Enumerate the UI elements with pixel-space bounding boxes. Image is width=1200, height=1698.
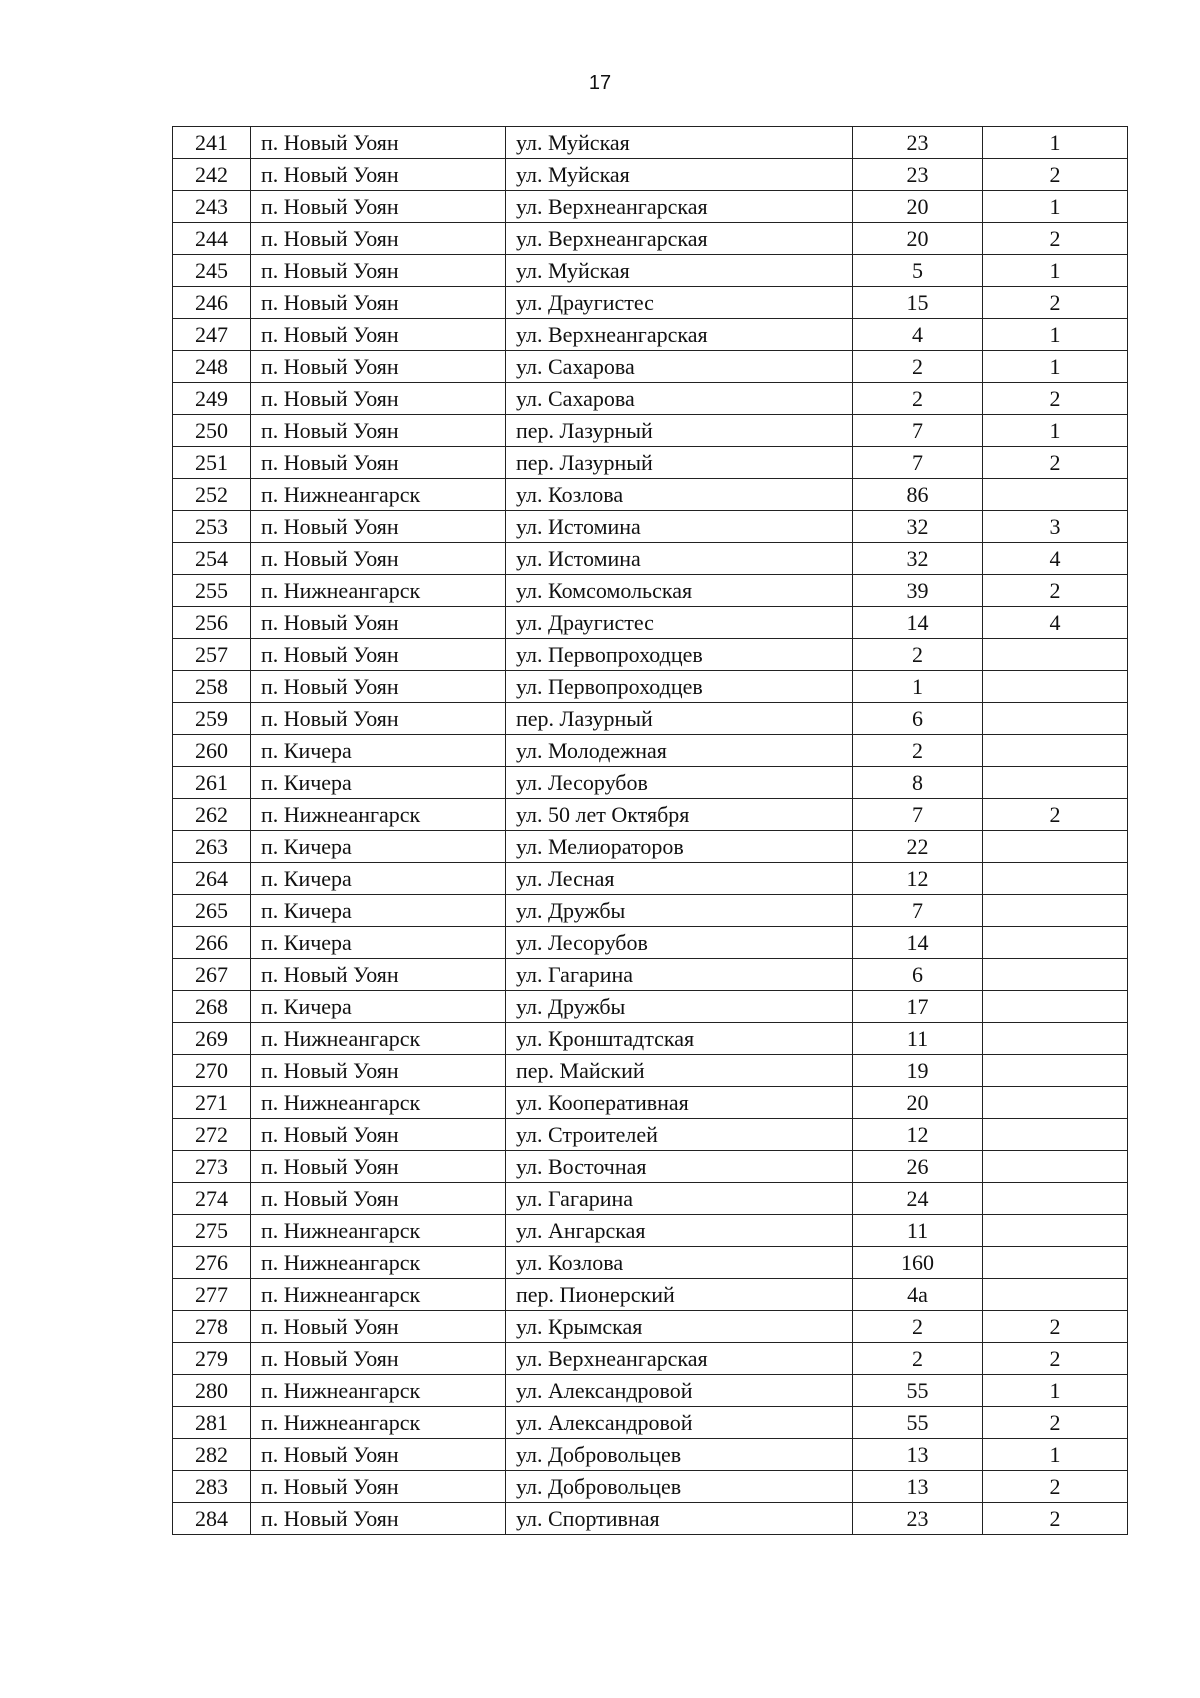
row-number-cell: 262 — [173, 799, 251, 831]
address-table — [172, 126, 1128, 1535]
street-cell: ул. Козлова — [506, 479, 853, 511]
apartment-number-cell — [983, 639, 1128, 671]
street-cell: ул. Ангарская — [506, 1215, 853, 1247]
locality-cell: п. Нижнеангарск — [251, 1279, 506, 1311]
locality-cell: п. Новый Уоян — [251, 287, 506, 319]
table-row — [173, 1471, 1128, 1503]
street-cell: ул. Истомина — [506, 511, 853, 543]
apartment-number-cell — [983, 1247, 1128, 1279]
table-row — [173, 223, 1128, 255]
locality-cell: п. Новый Уоян — [251, 639, 506, 671]
row-number-cell: 264 — [173, 863, 251, 895]
house-number-cell: 14 — [853, 927, 983, 959]
house-number-cell: 4а — [853, 1279, 983, 1311]
apartment-number-cell: 1 — [983, 415, 1128, 447]
row-number-cell: 284 — [173, 1503, 251, 1535]
locality-cell: п. Новый Уоян — [251, 1503, 506, 1535]
apartment-number-cell — [983, 1087, 1128, 1119]
table-row — [173, 351, 1128, 383]
table-row — [173, 959, 1128, 991]
locality-cell: п. Кичера — [251, 735, 506, 767]
locality-cell: п. Кичера — [251, 927, 506, 959]
row-number-cell: 256 — [173, 607, 251, 639]
house-number-cell: 15 — [853, 287, 983, 319]
street-cell: пер. Пионерский — [506, 1279, 853, 1311]
house-number-cell: 7 — [853, 895, 983, 927]
apartment-number-cell — [983, 735, 1128, 767]
apartment-number-cell — [983, 831, 1128, 863]
row-number-cell: 254 — [173, 543, 251, 575]
locality-cell: п. Кичера — [251, 895, 506, 927]
apartment-number-cell: 2 — [983, 1343, 1128, 1375]
house-number-cell: 12 — [853, 1119, 983, 1151]
house-number-cell: 2 — [853, 1343, 983, 1375]
apartment-number-cell: 4 — [983, 543, 1128, 575]
row-number-cell: 280 — [173, 1375, 251, 1407]
table-row — [173, 831, 1128, 863]
table-row — [173, 1247, 1128, 1279]
table-row — [173, 1279, 1128, 1311]
apartment-number-cell: 2 — [983, 447, 1128, 479]
locality-cell: п. Новый Уоян — [251, 351, 506, 383]
street-cell: ул. Верхнеангарская — [506, 191, 853, 223]
house-number-cell: 55 — [853, 1407, 983, 1439]
row-number-cell: 246 — [173, 287, 251, 319]
house-number-cell: 7 — [853, 447, 983, 479]
row-number-cell: 271 — [173, 1087, 251, 1119]
apartment-number-cell: 2 — [983, 799, 1128, 831]
locality-cell: п. Новый Уоян — [251, 1343, 506, 1375]
locality-cell: п. Новый Уоян — [251, 223, 506, 255]
street-cell: ул. Александровой — [506, 1375, 853, 1407]
street-cell: ул. Истомина — [506, 543, 853, 575]
locality-cell: п. Новый Уоян — [251, 159, 506, 191]
row-number-cell: 250 — [173, 415, 251, 447]
street-cell: пер. Лазурный — [506, 703, 853, 735]
street-cell: ул. Сахарова — [506, 351, 853, 383]
locality-cell: п. Новый Уоян — [251, 703, 506, 735]
row-number-cell: 259 — [173, 703, 251, 735]
locality-cell: п. Новый Уоян — [251, 415, 506, 447]
page-number: 17 — [588, 72, 612, 94]
apartment-number-cell: 2 — [983, 159, 1128, 191]
house-number-cell: 6 — [853, 703, 983, 735]
street-cell: ул. Добровольцев — [506, 1439, 853, 1471]
table-row — [173, 703, 1128, 735]
table-row — [173, 287, 1128, 319]
locality-cell: п. Новый Уоян — [251, 511, 506, 543]
house-number-cell: 86 — [853, 479, 983, 511]
locality-cell: п. Новый Уоян — [251, 959, 506, 991]
street-cell: ул. Кронштадтская — [506, 1023, 853, 1055]
table-row — [173, 1023, 1128, 1055]
row-number-cell: 241 — [173, 127, 251, 159]
house-number-cell: 19 — [853, 1055, 983, 1087]
locality-cell: п. Новый Уоян — [251, 1183, 506, 1215]
house-number-cell: 2 — [853, 1311, 983, 1343]
apartment-number-cell — [983, 1183, 1128, 1215]
locality-cell: п. Новый Уоян — [251, 1055, 506, 1087]
street-cell: ул. Дружбы — [506, 991, 853, 1023]
apartment-number-cell: 1 — [983, 351, 1128, 383]
apartment-number-cell: 2 — [983, 223, 1128, 255]
row-number-cell: 251 — [173, 447, 251, 479]
street-cell: ул. Муйская — [506, 255, 853, 287]
table-row — [173, 383, 1128, 415]
apartment-number-cell: 1 — [983, 255, 1128, 287]
row-number-cell: 242 — [173, 159, 251, 191]
house-number-cell: 55 — [853, 1375, 983, 1407]
street-cell: ул. 50 лет Октября — [506, 799, 853, 831]
house-number-cell: 32 — [853, 543, 983, 575]
street-cell: ул. Добровольцев — [506, 1471, 853, 1503]
apartment-number-cell — [983, 1023, 1128, 1055]
apartment-number-cell: 1 — [983, 127, 1128, 159]
street-cell: ул. Комсомольская — [506, 575, 853, 607]
house-number-cell: 26 — [853, 1151, 983, 1183]
street-cell: ул. Верхнеангарская — [506, 223, 853, 255]
street-cell: ул. Крымская — [506, 1311, 853, 1343]
locality-cell: п. Новый Уоян — [251, 1439, 506, 1471]
house-number-cell: 4 — [853, 319, 983, 351]
apartment-number-cell — [983, 671, 1128, 703]
locality-cell: п. Нижнеангарск — [251, 1247, 506, 1279]
apartment-number-cell — [983, 895, 1128, 927]
table-row — [173, 1375, 1128, 1407]
row-number-cell: 253 — [173, 511, 251, 543]
house-number-cell: 2 — [853, 351, 983, 383]
street-cell: ул. Александровой — [506, 1407, 853, 1439]
table-row — [173, 1151, 1128, 1183]
locality-cell: п. Кичера — [251, 863, 506, 895]
table-row — [173, 575, 1128, 607]
apartment-number-cell: 1 — [983, 319, 1128, 351]
locality-cell: п. Кичера — [251, 831, 506, 863]
locality-cell: п. Нижнеангарск — [251, 575, 506, 607]
row-number-cell: 273 — [173, 1151, 251, 1183]
street-cell: ул. Кооперативная — [506, 1087, 853, 1119]
house-number-cell: 11 — [853, 1023, 983, 1055]
locality-cell: п. Нижнеангарск — [251, 1023, 506, 1055]
house-number-cell: 8 — [853, 767, 983, 799]
locality-cell: п. Новый Уоян — [251, 447, 506, 479]
locality-cell: п. Новый Уоян — [251, 671, 506, 703]
table-row — [173, 1343, 1128, 1375]
apartment-number-cell: 4 — [983, 607, 1128, 639]
street-cell: пер. Майский — [506, 1055, 853, 1087]
table-row — [173, 991, 1128, 1023]
apartment-number-cell — [983, 1151, 1128, 1183]
row-number-cell: 244 — [173, 223, 251, 255]
street-cell: ул. Дружбы — [506, 895, 853, 927]
apartment-number-cell — [983, 1215, 1128, 1247]
row-number-cell: 255 — [173, 575, 251, 607]
apartment-number-cell: 2 — [983, 1503, 1128, 1535]
apartment-number-cell: 2 — [983, 1471, 1128, 1503]
apartment-number-cell — [983, 767, 1128, 799]
apartment-number-cell: 2 — [983, 383, 1128, 415]
locality-cell: п. Кичера — [251, 991, 506, 1023]
row-number-cell: 279 — [173, 1343, 251, 1375]
row-number-cell: 249 — [173, 383, 251, 415]
table-row — [173, 1407, 1128, 1439]
house-number-cell: 13 — [853, 1471, 983, 1503]
table-row — [173, 127, 1128, 159]
row-number-cell: 265 — [173, 895, 251, 927]
locality-cell: п. Новый Уоян — [251, 127, 506, 159]
locality-cell: п. Нижнеангарск — [251, 799, 506, 831]
table-row — [173, 1087, 1128, 1119]
house-number-cell: 5 — [853, 255, 983, 287]
street-cell: ул. Муйская — [506, 127, 853, 159]
street-cell: ул. Драугистес — [506, 607, 853, 639]
locality-cell: п. Новый Уоян — [251, 1151, 506, 1183]
row-number-cell: 252 — [173, 479, 251, 511]
table-row — [173, 511, 1128, 543]
table-row — [173, 415, 1128, 447]
table-row — [173, 607, 1128, 639]
street-cell: ул. Козлова — [506, 1247, 853, 1279]
locality-cell: п. Новый Уоян — [251, 255, 506, 287]
locality-cell: п. Нижнеангарск — [251, 1407, 506, 1439]
locality-cell: п. Новый Уоян — [251, 543, 506, 575]
street-cell: ул. Гагарина — [506, 959, 853, 991]
house-number-cell: 20 — [853, 191, 983, 223]
locality-cell: п. Нижнеангарск — [251, 1375, 506, 1407]
apartment-number-cell — [983, 1119, 1128, 1151]
row-number-cell: 266 — [173, 927, 251, 959]
row-number-cell: 272 — [173, 1119, 251, 1151]
row-number-cell: 257 — [173, 639, 251, 671]
row-number-cell: 260 — [173, 735, 251, 767]
apartment-number-cell: 2 — [983, 1407, 1128, 1439]
street-cell: ул. Гагарина — [506, 1183, 853, 1215]
locality-cell: п. Кичера — [251, 767, 506, 799]
table-row — [173, 1439, 1128, 1471]
apartment-number-cell — [983, 991, 1128, 1023]
house-number-cell: 24 — [853, 1183, 983, 1215]
house-number-cell: 23 — [853, 1503, 983, 1535]
locality-cell: п. Нижнеангарск — [251, 479, 506, 511]
house-number-cell: 23 — [853, 127, 983, 159]
locality-cell: п. Новый Уоян — [251, 1471, 506, 1503]
table-row — [173, 191, 1128, 223]
table-row — [173, 479, 1128, 511]
apartment-number-cell — [983, 927, 1128, 959]
street-cell: ул. Драугистес — [506, 287, 853, 319]
street-cell: ул. Лесная — [506, 863, 853, 895]
row-number-cell: 275 — [173, 1215, 251, 1247]
table-row — [173, 1055, 1128, 1087]
row-number-cell: 245 — [173, 255, 251, 287]
house-number-cell: 7 — [853, 415, 983, 447]
house-number-cell: 2 — [853, 639, 983, 671]
house-number-cell: 12 — [853, 863, 983, 895]
table-row — [173, 255, 1128, 287]
locality-cell: п. Новый Уоян — [251, 1119, 506, 1151]
street-cell: ул. Первопроходцев — [506, 639, 853, 671]
house-number-cell: 160 — [853, 1247, 983, 1279]
apartment-number-cell — [983, 703, 1128, 735]
row-number-cell: 248 — [173, 351, 251, 383]
street-cell: ул. Верхнеангарская — [506, 319, 853, 351]
apartment-number-cell — [983, 1279, 1128, 1311]
row-number-cell: 263 — [173, 831, 251, 863]
table-row — [173, 863, 1128, 895]
house-number-cell: 32 — [853, 511, 983, 543]
table-row — [173, 1503, 1128, 1535]
table-row — [173, 735, 1128, 767]
house-number-cell: 13 — [853, 1439, 983, 1471]
row-number-cell: 276 — [173, 1247, 251, 1279]
apartment-number-cell: 1 — [983, 191, 1128, 223]
table-row — [173, 767, 1128, 799]
apartment-number-cell: 2 — [983, 287, 1128, 319]
table-row — [173, 447, 1128, 479]
house-number-cell: 17 — [853, 991, 983, 1023]
row-number-cell: 283 — [173, 1471, 251, 1503]
row-number-cell: 247 — [173, 319, 251, 351]
row-number-cell: 270 — [173, 1055, 251, 1087]
locality-cell: п. Новый Уоян — [251, 319, 506, 351]
row-number-cell: 274 — [173, 1183, 251, 1215]
table-row — [173, 639, 1128, 671]
street-cell: ул. Первопроходцев — [506, 671, 853, 703]
table-row — [173, 927, 1128, 959]
row-number-cell: 278 — [173, 1311, 251, 1343]
house-number-cell: 14 — [853, 607, 983, 639]
table-row — [173, 1119, 1128, 1151]
street-cell: ул. Спортивная — [506, 1503, 853, 1535]
row-number-cell: 281 — [173, 1407, 251, 1439]
locality-cell: п. Нижнеангарск — [251, 1087, 506, 1119]
table-row — [173, 543, 1128, 575]
locality-cell: п. Новый Уоян — [251, 607, 506, 639]
row-number-cell: 261 — [173, 767, 251, 799]
street-cell: ул. Строителей — [506, 1119, 853, 1151]
table-row — [173, 159, 1128, 191]
apartment-number-cell: 2 — [983, 1311, 1128, 1343]
row-number-cell: 258 — [173, 671, 251, 703]
street-cell: пер. Лазурный — [506, 415, 853, 447]
apartment-number-cell: 1 — [983, 1439, 1128, 1471]
street-cell: ул. Восточная — [506, 1151, 853, 1183]
apartment-number-cell: 1 — [983, 1375, 1128, 1407]
street-cell: ул. Лесорубов — [506, 767, 853, 799]
table-row — [173, 1215, 1128, 1247]
table-row — [173, 671, 1128, 703]
street-cell: ул. Сахарова — [506, 383, 853, 415]
apartment-number-cell — [983, 1055, 1128, 1087]
row-number-cell: 268 — [173, 991, 251, 1023]
apartment-number-cell: 2 — [983, 575, 1128, 607]
table-row — [173, 799, 1128, 831]
house-number-cell: 20 — [853, 223, 983, 255]
table-row — [173, 1183, 1128, 1215]
locality-cell: п. Новый Уоян — [251, 191, 506, 223]
row-number-cell: 243 — [173, 191, 251, 223]
street-cell: ул. Лесорубов — [506, 927, 853, 959]
apartment-number-cell — [983, 959, 1128, 991]
table-row — [173, 1311, 1128, 1343]
street-cell: пер. Лазурный — [506, 447, 853, 479]
house-number-cell: 1 — [853, 671, 983, 703]
apartment-number-cell — [983, 863, 1128, 895]
apartment-number-cell — [983, 479, 1128, 511]
apartment-number-cell: 3 — [983, 511, 1128, 543]
street-cell: ул. Муйская — [506, 159, 853, 191]
locality-cell: п. Новый Уоян — [251, 383, 506, 415]
street-cell: ул. Верхнеангарская — [506, 1343, 853, 1375]
row-number-cell: 267 — [173, 959, 251, 991]
locality-cell: п. Нижнеангарск — [251, 1215, 506, 1247]
house-number-cell: 22 — [853, 831, 983, 863]
house-number-cell: 20 — [853, 1087, 983, 1119]
row-number-cell: 282 — [173, 1439, 251, 1471]
house-number-cell: 6 — [853, 959, 983, 991]
table-row — [173, 895, 1128, 927]
table-row — [173, 319, 1128, 351]
row-number-cell: 277 — [173, 1279, 251, 1311]
address-table-body — [173, 127, 1128, 1535]
house-number-cell: 7 — [853, 799, 983, 831]
house-number-cell: 2 — [853, 383, 983, 415]
house-number-cell: 2 — [853, 735, 983, 767]
street-cell: ул. Молодежная — [506, 735, 853, 767]
row-number-cell: 269 — [173, 1023, 251, 1055]
house-number-cell: 23 — [853, 159, 983, 191]
street-cell: ул. Мелиораторов — [506, 831, 853, 863]
locality-cell: п. Новый Уоян — [251, 1311, 506, 1343]
house-number-cell: 39 — [853, 575, 983, 607]
house-number-cell: 11 — [853, 1215, 983, 1247]
